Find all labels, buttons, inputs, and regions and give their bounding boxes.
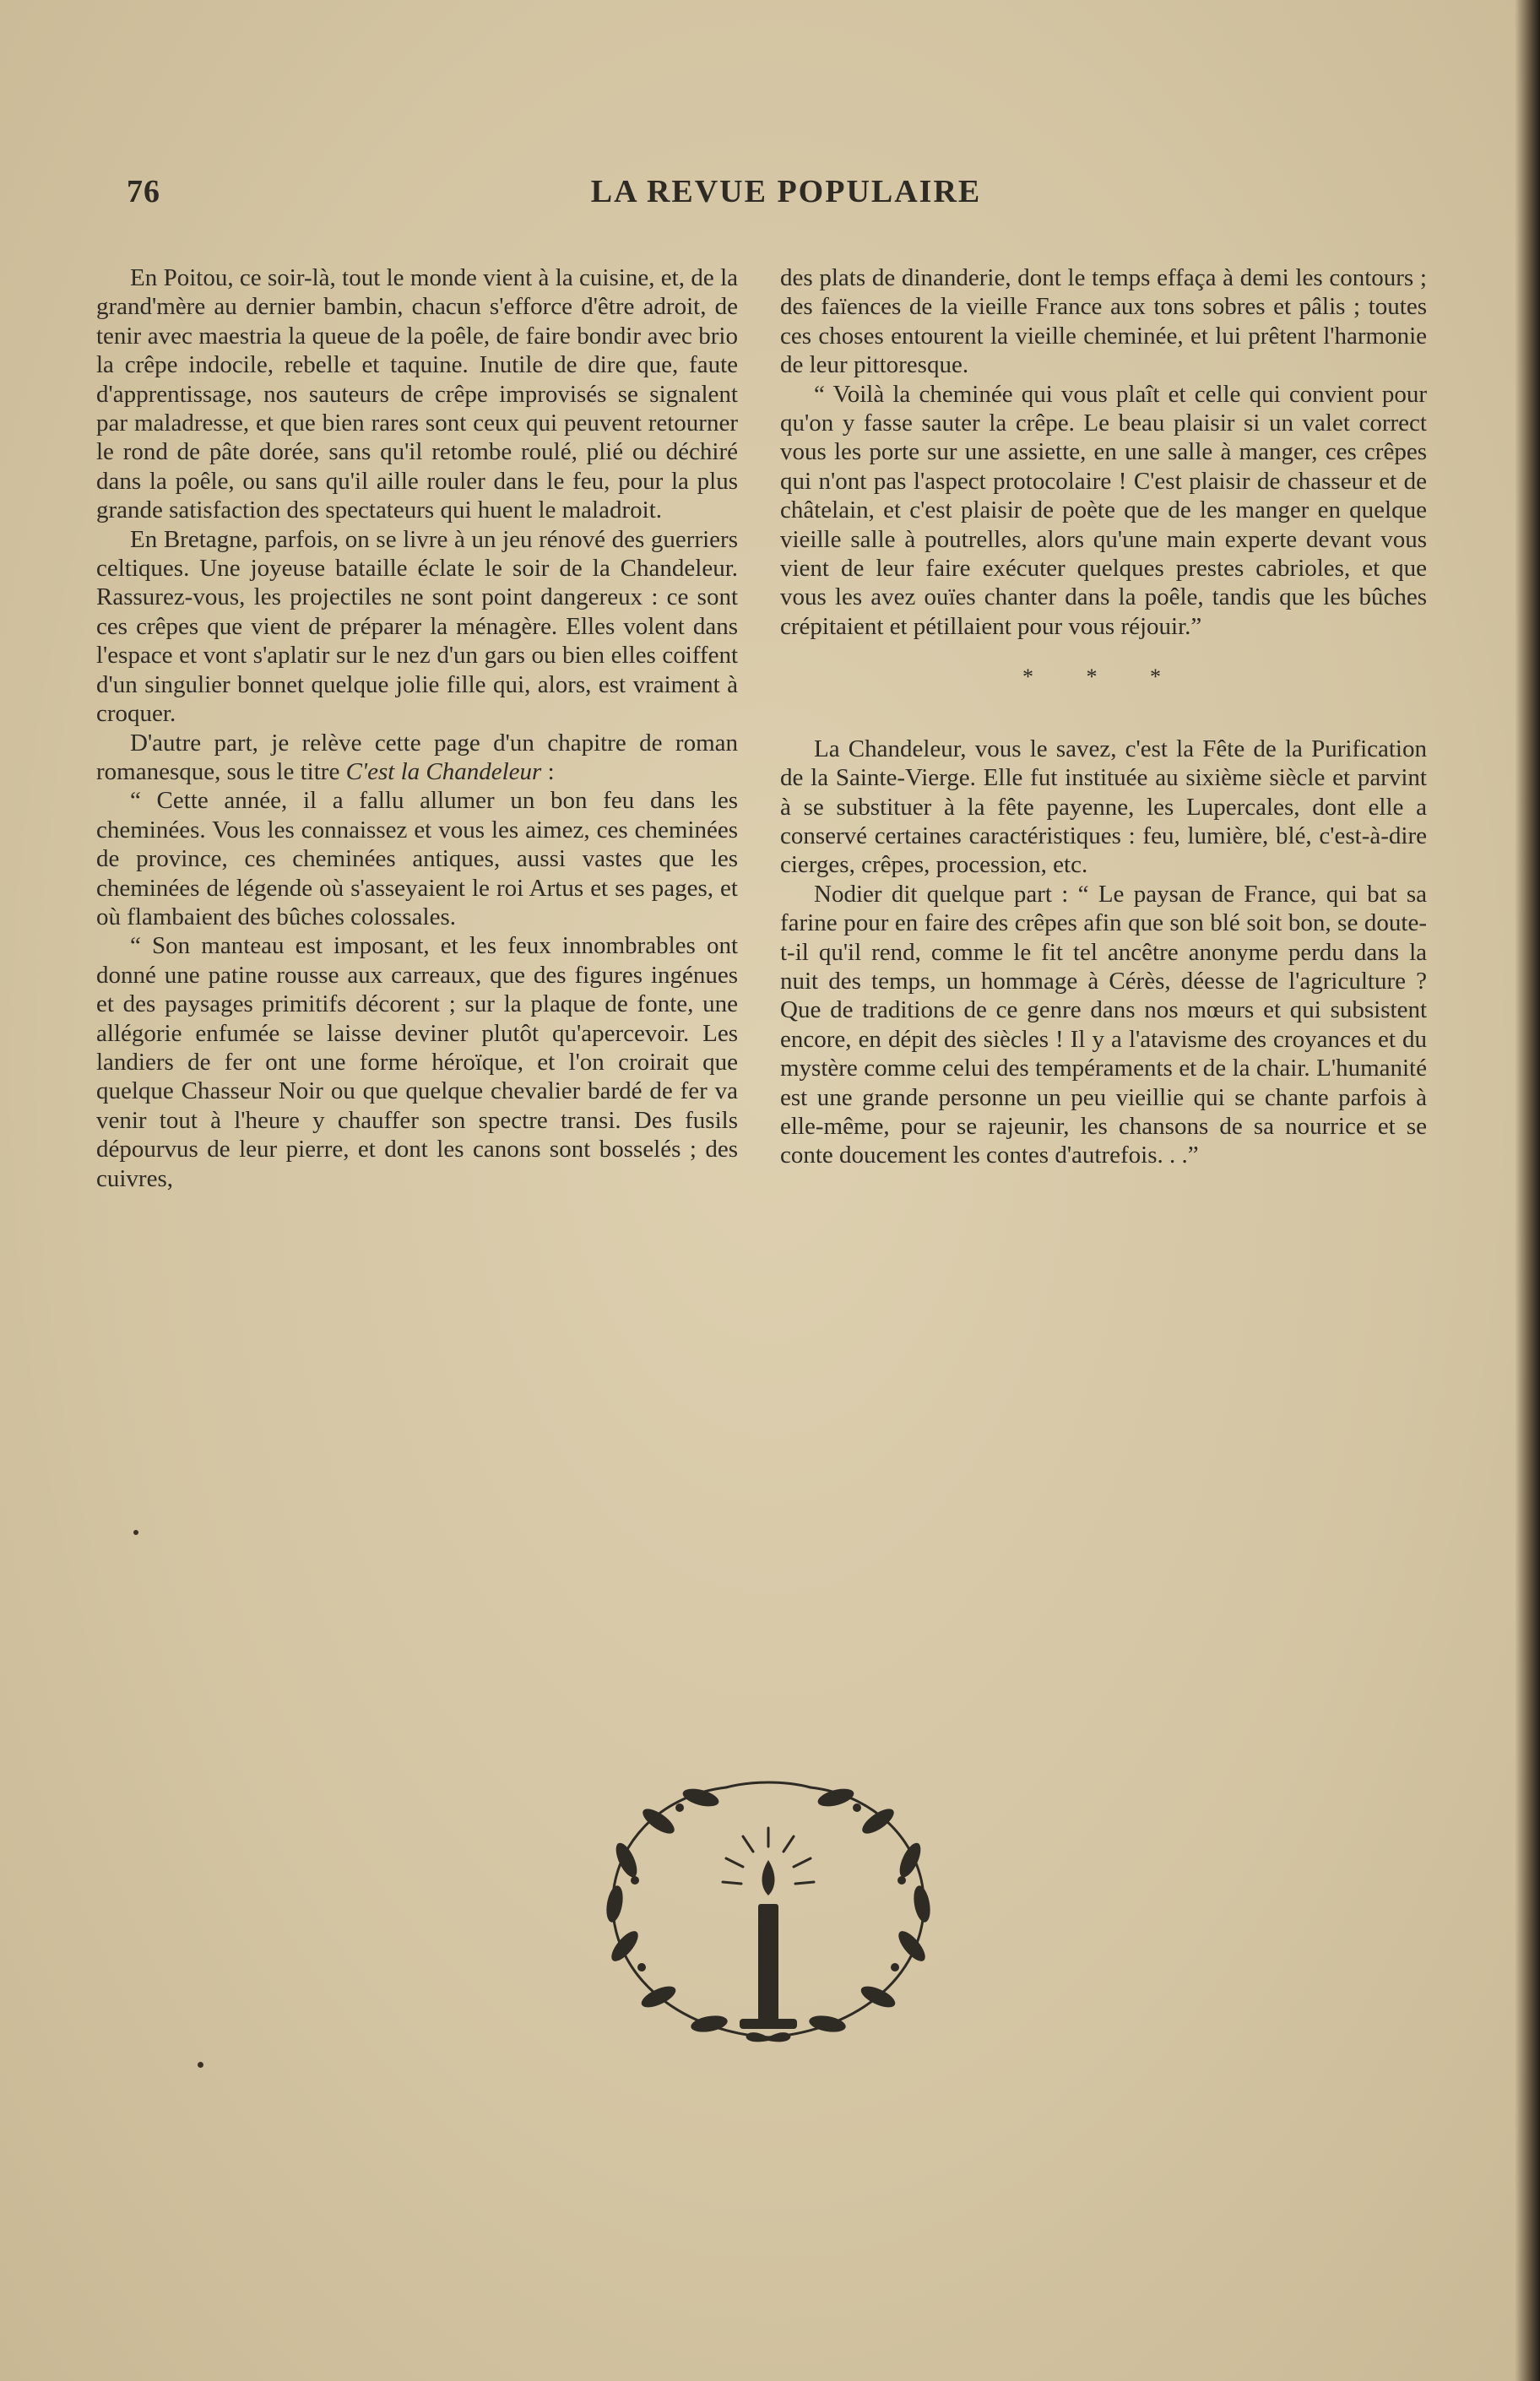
paragraph-chandeleur: La Chandeleur, vous le savez, c'est la Fête de la Purification de la Sainte-Vierge. Elle fut instituée au sixième siècle et parvint à se substituer à la fête payenne, les Lupercales, dont elle a conservé certaines caractéristiques : feu, lumière, blé, c'est-à-dire cierges, crêpes, procession, etc.: [780, 735, 1427, 879]
right-column: [780, 263, 1427, 1170]
paragraph-voila: “ Voilà la cheminée qui vous plaît et celle qui convient pour qu'on y fasse sauter la crêpe. Le beau plaisir si un valet correct vous les porte sur une assiette, en une salle à manger, ces crêpes qui n'ont pas l'aspect protocolaire ! C'est plaisir de chasseur et de châtelain, et c'est plaisir de poète que de les manger en quelque vieille salle à poutrelles, alors qu'une main experte devant vous vient de leur faire exécuter quelques prestes cabrioles, et que vous les avez ouïes chanter dans la poêle, tandis que les bûches crépitaient et pétillaient pour vous réjouir.”: [780, 380, 1427, 640]
page-edge-shadow: [1515, 0, 1540, 2381]
paragraph-dinanderie: des plats de dinanderie, dont le temps effaça à demi les contours ; des faïences de la vieille France aux tons sobres et pâlis ; toutes ces choses entourent la vieille cheminée, et lui prêtent l'harmonie de leur pittoresque.: [780, 264, 1427, 379]
running-head: [127, 173, 1445, 224]
candle-wreath-icon: [574, 1769, 962, 2056]
page-number: 76: [127, 174, 160, 209]
paragraph-nodier: Nodier dit quelque part : “ Le paysan de France, qui bat sa farine pour en faire des crêpes afin que son blé soit bon, se doute-t-il qu'il rend, comme le fit tel ancêtre anonyme perdu dans la nuit des temps, un hommage à Cérès, déesse de l'agriculture ? Que de traditions de ce genre dans nos mœurs et qui subsistent encore, en dépit des siècles ! Il y a l'atavisme des croyances et du mystère comme celui des tempéraments et de la chair. L'humanité est une grande personne un peu vieillie qui se chante parfois à elle-même, pour se rajeunir, les chansons de sa nourrice et se conte doucement les contes d'autrefois. . .”: [780, 880, 1427, 1169]
ink-speck: [198, 2062, 203, 2068]
section-break-asterism: * * *: [1022, 664, 1185, 690]
chapter-intro-text: D'autre part, je relève cette page d'un chapitre de roman romanesque, sous le titre: [96, 729, 738, 785]
chapter-title: C'est la Chandeleur: [345, 757, 542, 785]
ink-speck: [133, 1530, 138, 1535]
paragraph-bretagne: En Bretagne, parfois, on se livre à un jeu rénové des guerriers celtiques. Une joyeuse bataille éclate le soir de la Chandeleur. Rassurez-vous, les projectiles ne sont point dangereux : ce sont ces crêpes que vient de préparer la ménagère. Elles volent dans l'espace et vont s'aplatir sur le nez d'un gars ou bien elles coiffent d'un singulier bonnet quelque jolie fille qui, alors, est vraiment à croquer.: [96, 525, 738, 728]
journal-title: LA REVUE POPULAIRE: [590, 174, 982, 209]
paragraph-chapter-intro: [96, 729, 738, 787]
left-column: [96, 263, 738, 1193]
paragraph-poitou: En Poitou, ce soir-là, tout le monde vient à la cuisine, et, de la grand'mère au dernier bambin, chacun s'efforce d'être adroit, de tenir avec maestria la queue de la poêle, de faire bondir avec brio la crêpe indocile, rebelle et taquine. Inutile de dire que, faute d'apprentissage, nos sauteurs de crêpe improvisés se signalent par maladresse, et que bien rares sont ceux qui peuvent retourner le rond de pâte dorée, sans qu'il retombe roulé, plié ou déchiré dans la poêle, ou sans qu'il aille rouler dans le feu, pour la plus grande satisfaction des spectateurs qui huent le maladroit.: [96, 264, 738, 524]
chapter-intro-colon: :: [541, 757, 555, 785]
paragraph-manteau: “ Son manteau est imposant, et les feux innombrables ont donné une patine rousse aux carreaux, que des figures ingénues et des paysages primitifs décorent ; sur la plaque de fonte, une allégorie enfumée se laisse deviner plutôt qu'apercevoir. Les landiers de fer ont une forme héroïque, et l'on croirait que quelque Chasseur Noir ou que quelque chevalier bardé de fer va venir tout à l'heure y chauffer son spectre transi. Des fusils dépourvus de leur pierre, et dont les canons sont bosselés ; des cuivres,: [96, 932, 738, 1192]
paragraph-cheminees: “ Cette année, il a fallu allumer un bon feu dans les cheminées. Vous les connaissez et vous les aimez, ces cheminées de province, ces cheminées antiques, aussi vastes que les cheminées de légende où s'asseyaient le roi Artus et ses pages, et où flambaient des bûches colossales.: [96, 787, 738, 930]
